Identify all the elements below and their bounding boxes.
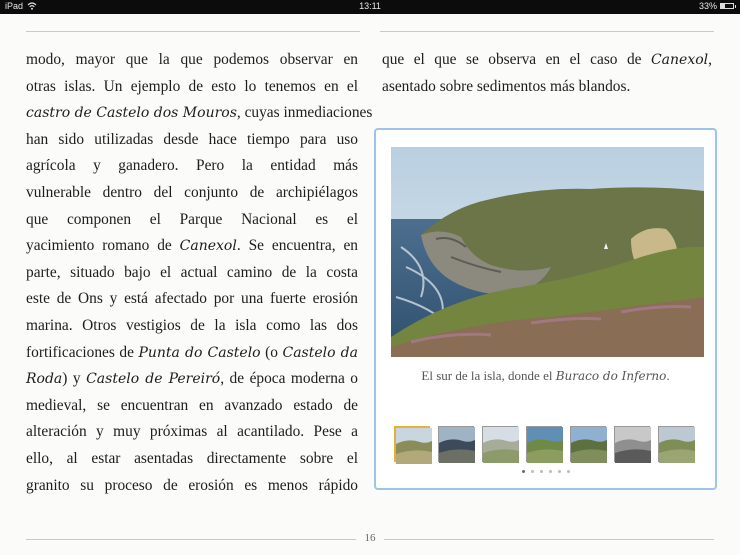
top-rule-left [26,31,360,32]
gallery-main-photo[interactable] [391,147,704,357]
battery-icon [720,3,734,9]
text-line: vulnerable dentro del conjunto de archipiélagos [26,183,358,201]
right-text-column [382,47,712,100]
page-dot[interactable] [549,470,552,473]
text-line: este de Ons y está afectado por una fuerte erosión [26,290,358,308]
page-number: 16 [364,532,376,544]
thumbnail-image [396,428,432,464]
gallery-thumbnail[interactable] [438,426,474,462]
thumbnail-image [483,427,519,463]
page-dot[interactable] [567,470,570,473]
page-dot[interactable] [558,470,561,473]
battery-fill [721,4,725,8]
text-line: han sido utilizadas desde hace tiempo para uso [26,130,358,148]
text-line: que componen el Parque Nacional es el [26,210,358,228]
text-line: medieval, se encuentran en avanzado estado de [26,396,358,414]
thumbnail-image [571,427,607,463]
clock: 13:11 [359,1,381,11]
gallery-thumbnail[interactable] [570,426,606,462]
text-line: asentado sobre sedimentos más blandos. [382,77,631,95]
thumbnail-strip [394,426,694,462]
text-line: castro de Castelo dos Mouros, cuyas inmediaciones [26,104,373,122]
page-indicator[interactable] [376,470,715,473]
thumbnail-image [439,427,475,463]
thumbnail-image [615,427,651,463]
device-label: iPad [5,1,24,11]
thumbnail-image [527,427,563,463]
status-bar [0,0,740,14]
thumbnail-image [659,427,695,463]
text-line: yacimiento romano de Canexol. Se encuentra, en [26,237,359,255]
text-line: Roda) y Castelo de Pereiró, de época moderna o [26,370,358,388]
page-dot[interactable] [522,470,525,473]
page-dot[interactable] [540,470,543,473]
gallery-thumbnail[interactable] [482,426,518,462]
gallery-thumbnail[interactable] [614,426,650,462]
gallery-thumbnail[interactable] [526,426,562,462]
text-line: parte, situado bajo el actual camino de la costa [26,263,358,281]
battery-percent: 33% [698,1,717,11]
gallery-thumbnail[interactable] [394,426,430,462]
photo-coastal-cliff [391,147,704,357]
top-rule-right [380,31,714,32]
text-line: marina. Otros vestigios de la isla como las dos [26,316,358,334]
text-line: granito su proceso de erosión es menos rápido [26,476,358,494]
text-line: que el que se observa en el caso de Canexol, [382,51,712,68]
text-line: modo, mayor que la que podemos observar en [26,51,358,68]
left-text-column [26,47,373,499]
page-dot[interactable] [531,470,534,473]
photo-caption: El sur de la isla, donde el Buraco do Inferno. [421,368,670,383]
text-line: fortificaciones de Punta do Castelo (o Castelo da [26,343,358,361]
text-line: agrícola y ganadero. Pero la entidad más [26,157,358,175]
gallery-thumbnail[interactable] [658,426,694,462]
photo-gallery[interactable] [374,128,717,490]
text-line: otras islas. Un ejemplo de esto lo tenemos en el [26,77,358,95]
text-line: alteración y muy próximas al acantilado. Pese a [26,423,358,441]
text-line: ello, al estar asentadas directamente sobre el [26,449,358,467]
